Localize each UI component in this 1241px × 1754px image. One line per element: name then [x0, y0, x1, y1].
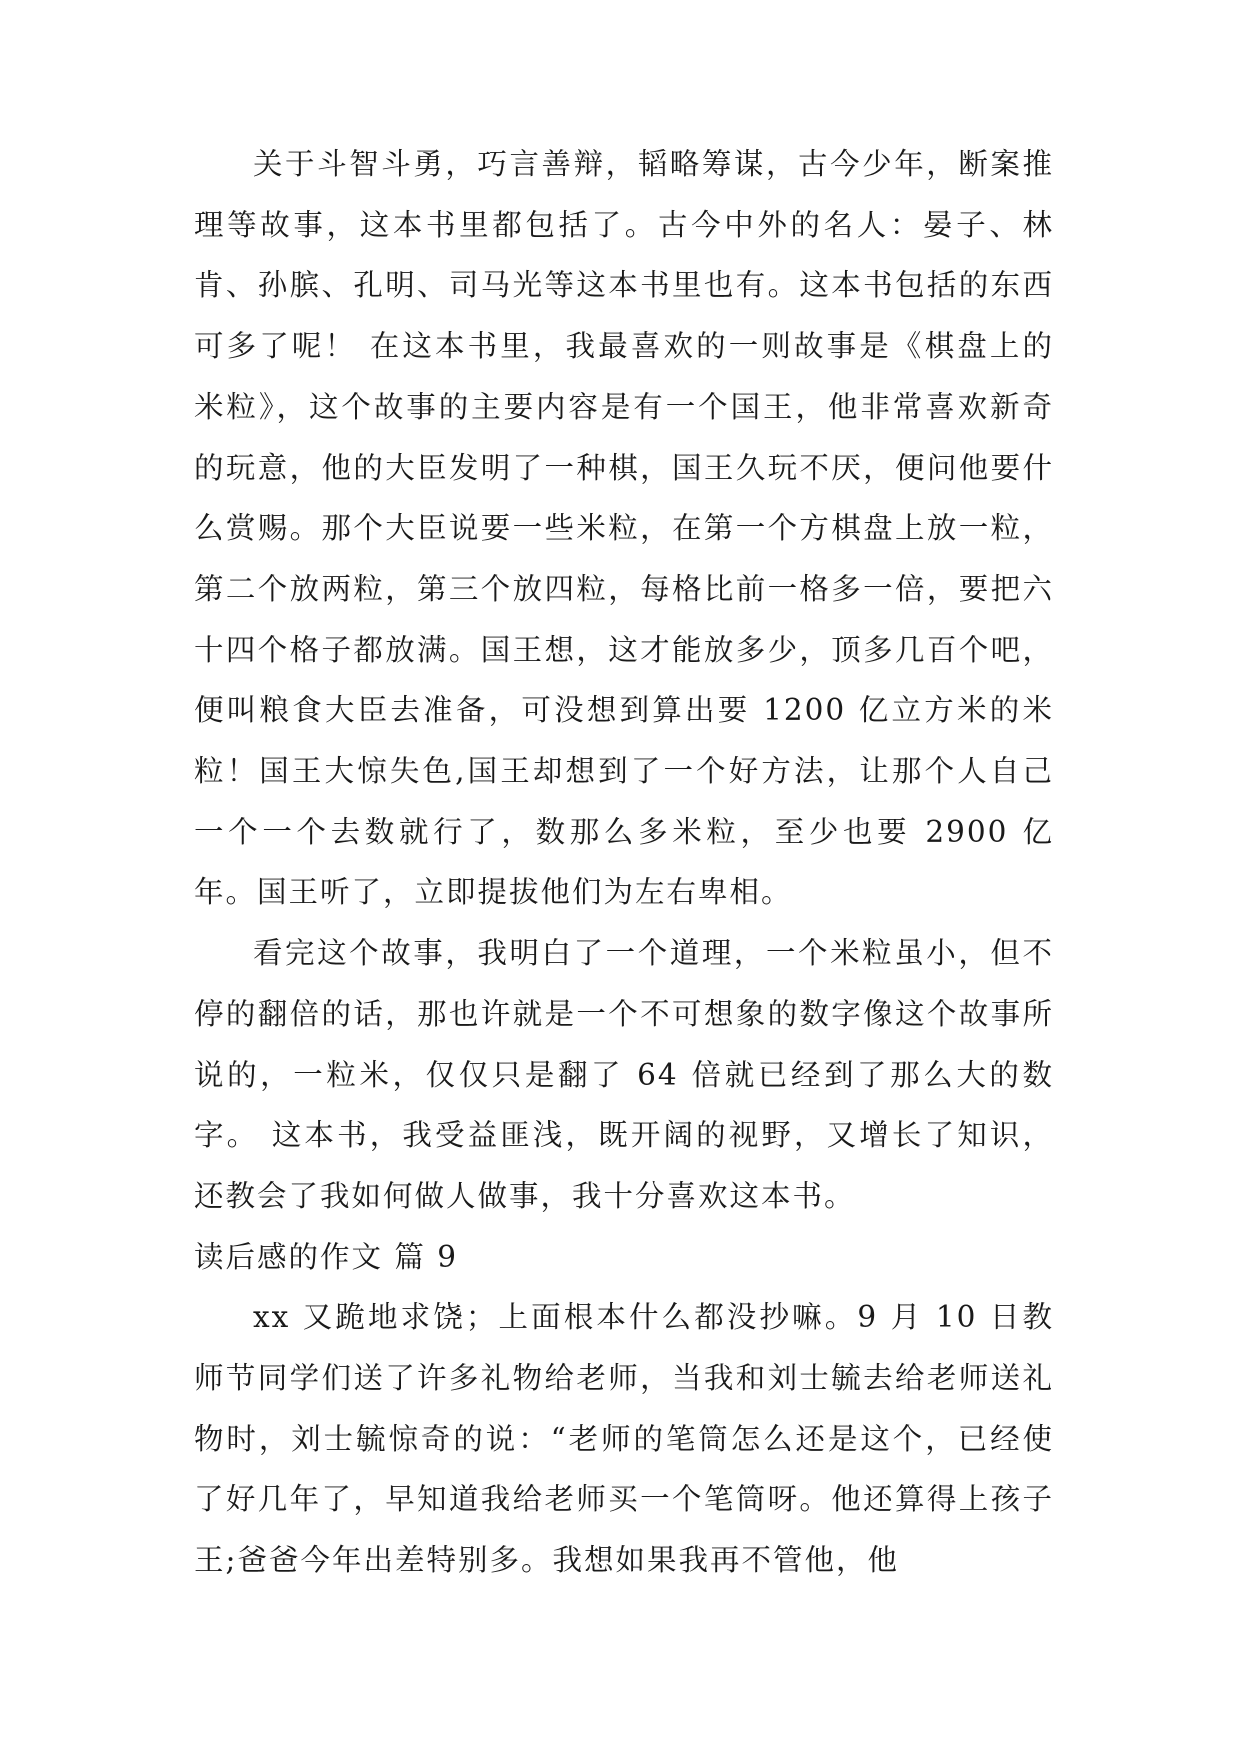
section-heading: 读后感的作文 篇 9 — [194, 1239, 459, 1274]
paragraph-2: 看完这个故事，我明白了一个道理，一个米粒虽小，但不停的翻倍的话，那也许就是一个不可想象的数字像这个故事所说的，一粒米，仅仅只是翻了 64 倍就已经到了那么大的数字。 这本书，我受益匪浅，既开阔的视野，又增长了知识，还教会了我如何做人做事，我十分喜欢这本书。 — [194, 936, 1054, 1213]
paragraph-1: 关于斗智斗勇，巧言善辩，韬略筹谋，古今少年，断案推理等故事，这本书里都包括了。古今中外的名人：晏子、林肯、孙膑、孔明、司马光等这本书里也有。这本书包括的东西可多了呢！ 在这本书里，我最喜欢的一则故事是《棋盘上的米粒》，这个故事的主要内容是有一个国王，他非常喜欢新奇的玩意，他的大臣发明了一种棋，国王久玩不厌，便问他要什么赏赐。那个大臣说要一些米粒，在第一个方棋盘上放一粒，第二个放两粒，第三个放四粒，每格比前一格多一倍，要把六十四个格子都放满。国王想，这才能放多少，顶多几百个吧，便叫粮食大臣去准备，可没想到算出要 1200 亿立方米的米粒！国王大惊失色,国王却想到了一个好方法，让那个人自己一个一个去数就行了，数那么多米粒，至少也要 2900 亿年。国王听了，立即提拔他们为左右卑相。 — [194, 147, 1054, 910]
document-body — [194, 134, 1054, 1591]
paragraph-3: xx 又跪地求饶；上面根本什么都没抄嘛。9 月 10 日教师节同学们送了许多礼物给老师，当我和刘士毓去给老师送礼物时，刘士毓惊奇的说：“老师的笔筒怎么还是这个，已经使了好几年了，早知道我给老师买一个笔筒呀。他还算得上孩子王;爸爸今年出差特别多。我想如果我再不管他，他 — [194, 1300, 1054, 1578]
